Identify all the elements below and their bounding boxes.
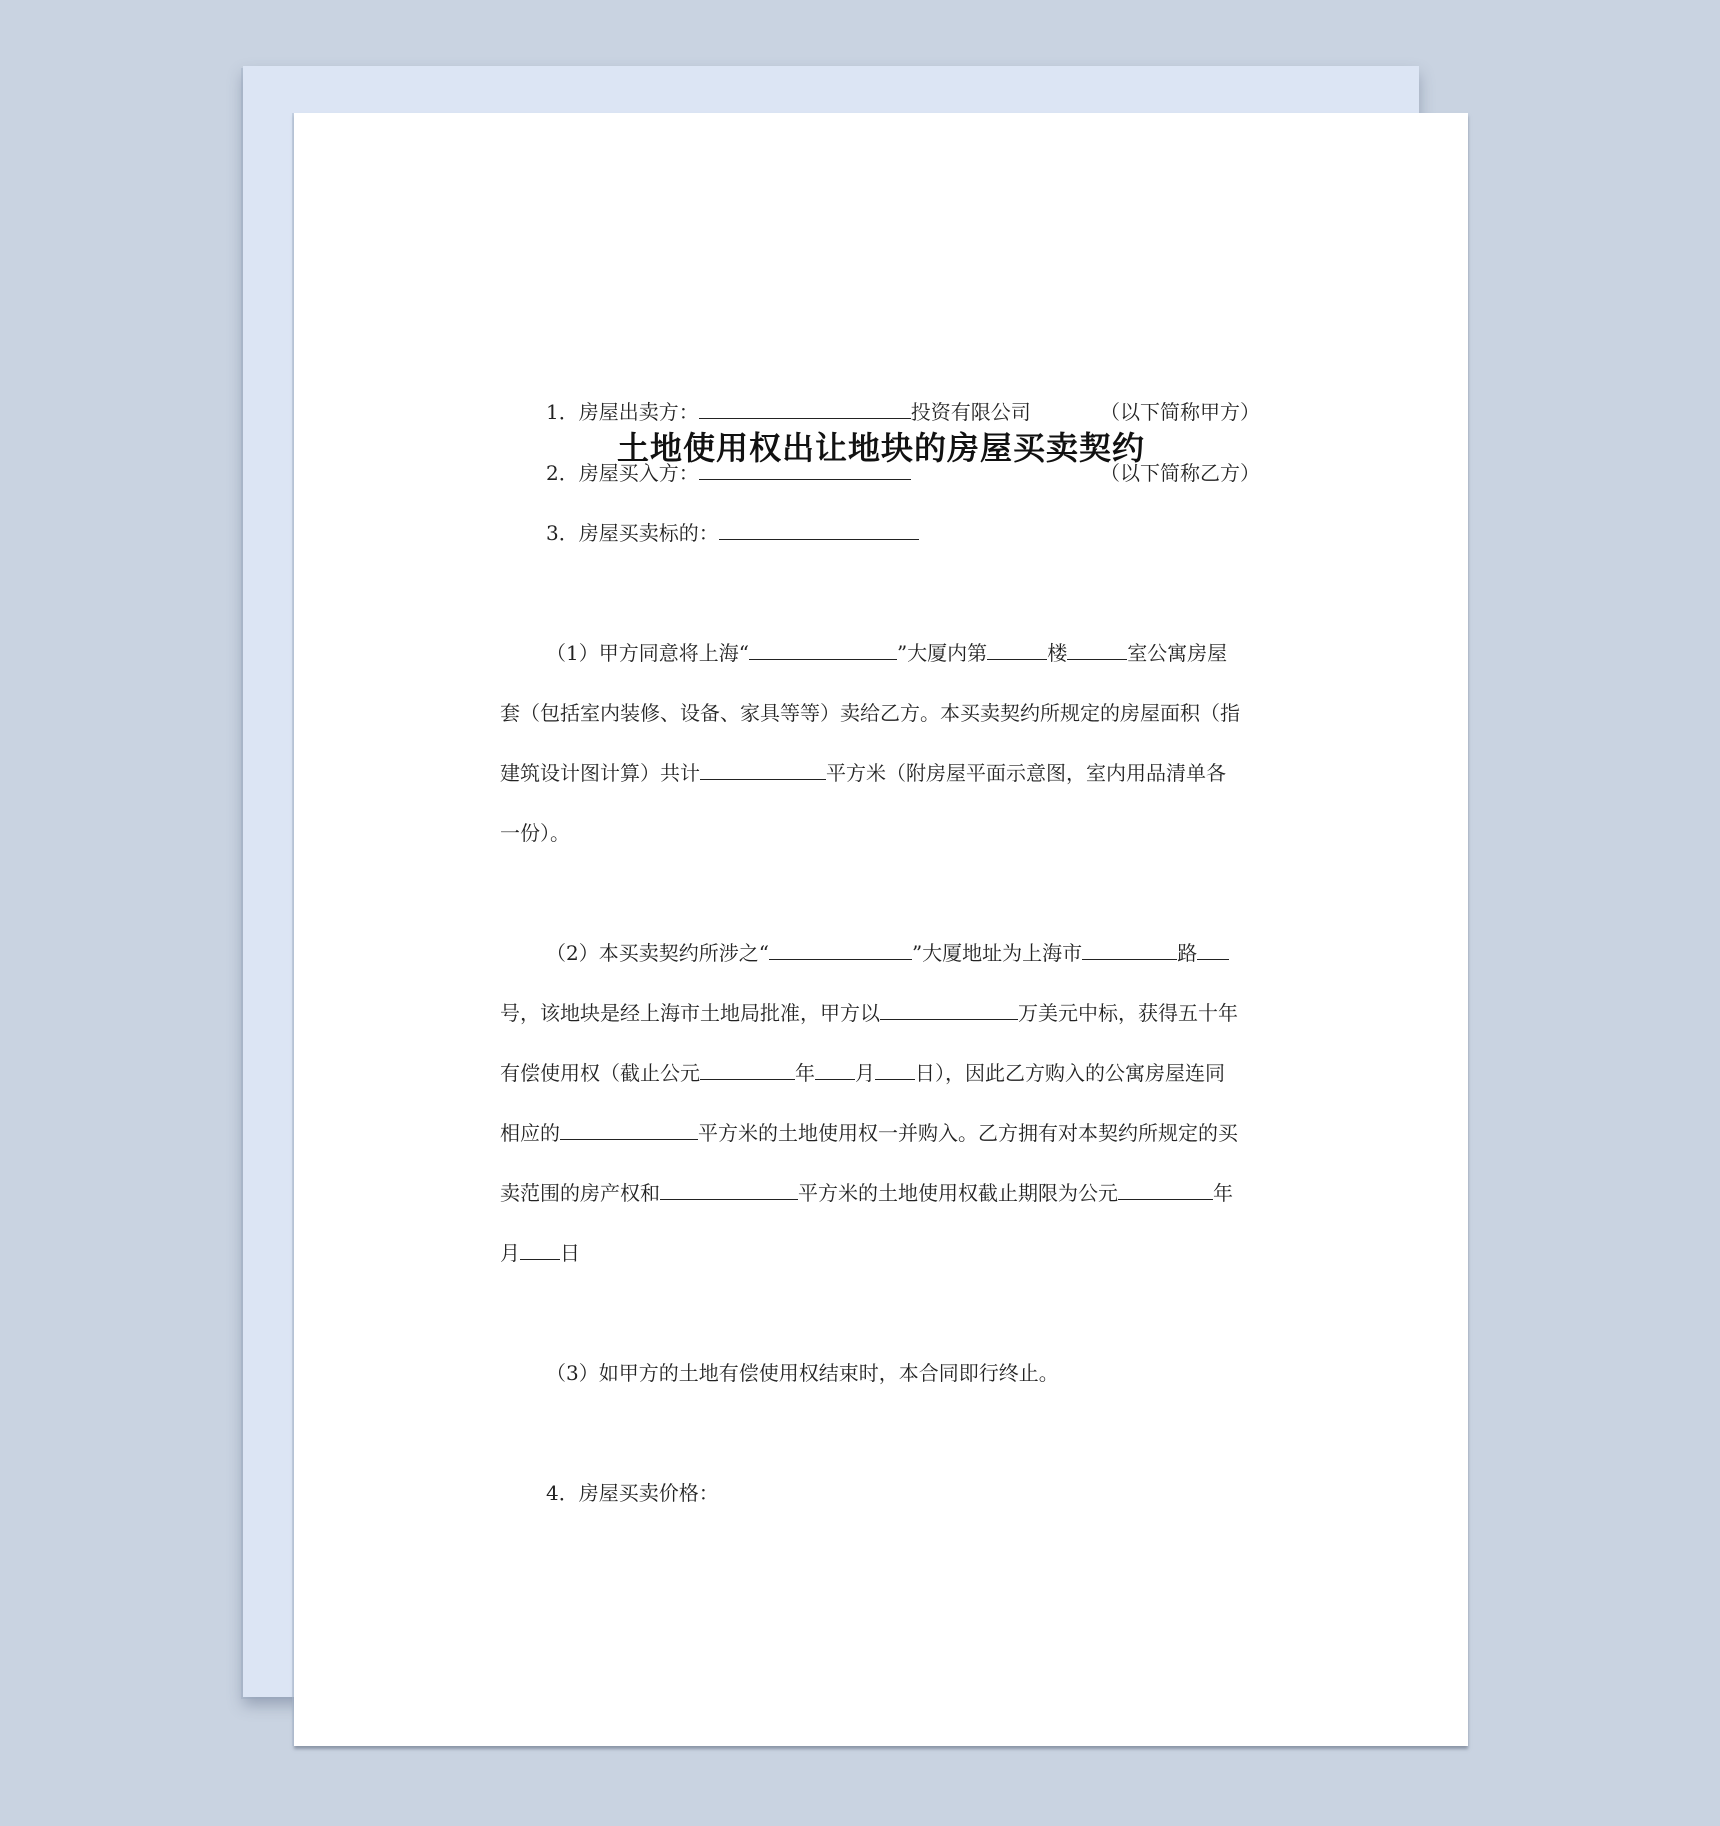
clause2-text-c: 路	[1177, 941, 1198, 965]
clause2-line6	[500, 1239, 580, 1267]
number-blank[interactable]	[1197, 939, 1229, 960]
seller-suffix: 投资有限公司	[910, 400, 1031, 424]
clause1-line1	[546, 639, 1227, 667]
clause1-text-c: 楼	[1047, 641, 1068, 665]
document-page	[294, 113, 1468, 1746]
clause2-text-k: 平方米的土地使用权一并购入。乙方拥有对本契约所规定的买	[698, 1121, 1238, 1145]
buyer-line	[546, 459, 911, 487]
term-month-blank[interactable]	[520, 1239, 560, 1260]
clause1-text-e: 建筑设计图计算）共计	[500, 761, 700, 785]
clause2-line5	[500, 1179, 1233, 1207]
building-name-blank-2[interactable]	[769, 939, 912, 960]
subject-blank[interactable]	[719, 519, 919, 540]
area-blank[interactable]	[700, 759, 826, 780]
clause2-line2	[500, 999, 1238, 1027]
clause2-text-e: 万美元中标，获得五十年	[1018, 1001, 1238, 1025]
clause1-line4: 一份）。	[500, 821, 570, 845]
clause2-text-p: 日	[560, 1241, 580, 1265]
document-title: 土地使用权出让地块的房屋买卖契约	[616, 429, 1145, 467]
price-line: 4．房屋买卖价格：	[546, 1481, 719, 1505]
seller-alias: （以下简称甲方）	[1100, 400, 1260, 424]
expiry-month-blank[interactable]	[815, 1059, 855, 1080]
subject-line	[546, 519, 919, 547]
expiry-year-blank[interactable]	[700, 1059, 795, 1080]
clause2-text-m: 平方米的土地使用权截止期限为公元	[798, 1181, 1118, 1205]
expiry-day-blank[interactable]	[875, 1059, 915, 1080]
buyer-label: 2．房屋买入方：	[546, 461, 699, 485]
clause3-line1: （3）如甲方的土地有偿使用权结束时，本合同即行终止。	[546, 1361, 1059, 1385]
seller-name-blank[interactable]	[699, 398, 911, 419]
seller-line	[546, 398, 1031, 426]
clause1-line2: 套（包括室内装修、设备、家具等等）卖给乙方。本买卖契约所规定的房屋面积（指	[500, 701, 1240, 725]
clause2-text-g: 年	[795, 1061, 815, 1085]
clause2-text-i: 日），因此乙方购入的公寓房屋连同	[915, 1061, 1225, 1085]
road-blank[interactable]	[1082, 939, 1177, 960]
clause2-text-n: 年	[1213, 1181, 1233, 1205]
clause2-text-f: 有偿使用权（截止公元	[500, 1061, 700, 1085]
clause2-text-a: （2）本买卖契约所涉之“	[546, 941, 769, 965]
subject-label: 3．房屋买卖标的：	[546, 521, 719, 545]
buyer-alias: （以下简称乙方）	[1100, 461, 1260, 485]
land-area-blank-2[interactable]	[660, 1179, 798, 1200]
clause1-text-a: （1）甲方同意将上海“	[546, 641, 749, 665]
clause2-text-d: 号，该地块是经上海市土地局批准，甲方以	[500, 1001, 880, 1025]
clause2-text-h: 月	[855, 1061, 875, 1085]
term-year-blank[interactable]	[1118, 1179, 1213, 1200]
clause1-text-b: ”大厦内第	[896, 641, 988, 665]
clause2-text-l: 卖范围的房产权和	[500, 1181, 660, 1205]
seller-label: 1．房屋出卖方：	[546, 400, 699, 424]
buyer-name-blank[interactable]	[699, 459, 911, 480]
room-blank[interactable]	[1067, 639, 1127, 660]
clause2-line1	[546, 939, 1229, 967]
clause2-line4	[500, 1119, 1238, 1147]
clause2-text-j: 相应的	[500, 1121, 560, 1145]
clause1-line3	[500, 759, 1226, 787]
clause1-text-f: 平方米（附房屋平面示意图，室内用品清单各	[826, 761, 1226, 785]
building-name-blank[interactable]	[749, 639, 897, 660]
clause2-text-o: 月	[500, 1241, 520, 1265]
floor-blank[interactable]	[987, 639, 1047, 660]
bid-amount-blank[interactable]	[880, 999, 1018, 1020]
land-area-blank[interactable]	[560, 1119, 698, 1140]
clause1-text-d: 室公寓房屋	[1127, 641, 1228, 665]
clause2-line3	[500, 1059, 1225, 1087]
clause2-text-b: ”大厦地址为上海市	[911, 941, 1083, 965]
